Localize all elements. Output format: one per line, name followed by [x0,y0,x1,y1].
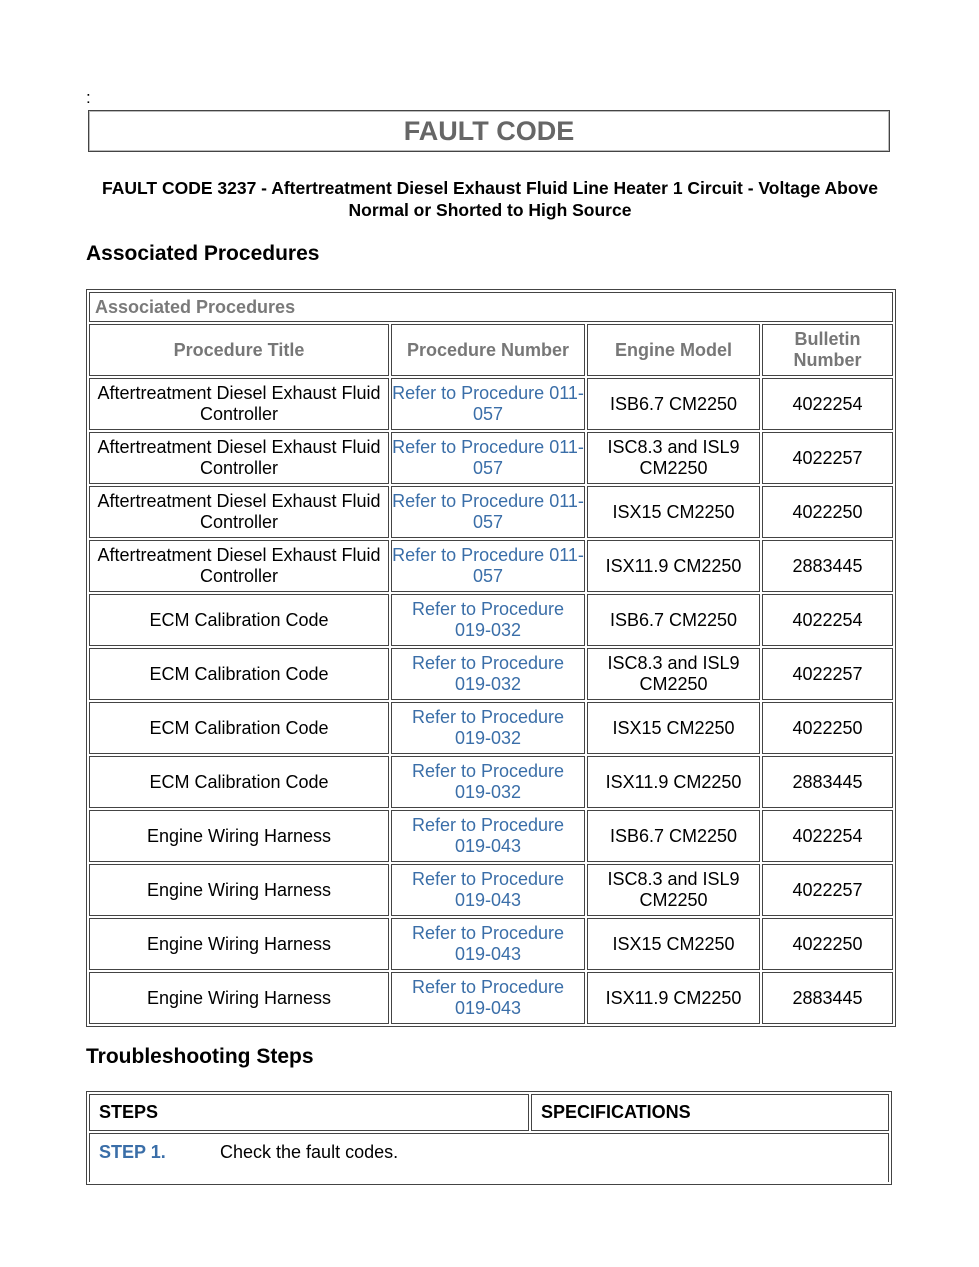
table-row [89,648,893,700]
table-caption: Associated Procedures [89,292,893,322]
bulletin-number-cell: 2883445 [762,972,893,1024]
bulletin-number-cell: 4022254 [762,378,893,430]
engine-model-cell: ISX15 CM2250 [587,918,760,970]
step-1-link[interactable]: STEP 1. [99,1142,166,1162]
procedure-link[interactable]: Refer to Procedure 019-032 [391,594,585,646]
engine-model-cell: ISC8.3 and ISL9 CM2250 [587,864,760,916]
page-title-text: FAULT CODE [403,115,575,146]
table-row [89,810,893,862]
bulletin-number-cell: 4022254 [762,594,893,646]
bulletin-number-cell: 4022257 [762,648,893,700]
page-title [88,110,890,152]
bulletin-number-cell: 4022257 [762,864,893,916]
procedure-title-cell: ECM Calibration Code [89,756,389,808]
procedure-title-cell: Aftertreatment Diesel Exhaust Fluid Controller [89,378,389,430]
procedure-link[interactable]: Refer to Procedure 019-032 [391,702,585,754]
header-procedure-number: Procedure Number [391,324,585,376]
troubleshooting-steps-heading: Troubleshooting Steps [86,1045,314,1068]
header-procedure-title: Procedure Title [89,324,389,376]
header-bulletin-number: Bulletin Number [762,324,893,376]
step-row [89,1133,889,1182]
step-1-text: Check the fault codes. [220,1142,399,1162]
procedure-title-cell: ECM Calibration Code [89,594,389,646]
engine-model-cell: ISB6.7 CM2250 [587,810,760,862]
bulletin-number-cell: 2883445 [762,756,893,808]
procedure-link[interactable]: Refer to Procedure 019-043 [391,810,585,862]
procedure-link[interactable]: Refer to Procedure 011-057 [391,486,585,538]
fault-code-heading: FAULT CODE 3237 - Aftertreatment Diesel Exhaust Fluid Line Heater 1 Circuit - Voltage Above Normal or Shorted to High Source [102,178,878,220]
engine-model-cell: ISX11.9 CM2250 [587,756,760,808]
table-row [89,972,893,1024]
procedure-link[interactable]: Refer to Procedure 011-057 [391,432,585,484]
procedure-link[interactable]: Refer to Procedure 011-057 [391,540,585,592]
procedure-title-cell: Engine Wiring Harness [89,918,389,970]
table-row [89,432,893,484]
procedure-link[interactable]: Refer to Procedure 011-057 [391,378,585,430]
table-row [89,756,893,808]
table-row [89,540,893,592]
procedure-title-cell: Engine Wiring Harness [89,972,389,1024]
procedure-link[interactable]: Refer to Procedure 019-043 [391,972,585,1024]
engine-model-cell: ISX15 CM2250 [587,702,760,754]
bulletin-number-cell: 4022254 [762,810,893,862]
procedure-link[interactable]: Refer to Procedure 019-043 [391,864,585,916]
procedure-title-cell: ECM Calibration Code [89,702,389,754]
bulletin-number-cell: 4022250 [762,702,893,754]
bulletin-number-cell: 4022250 [762,486,893,538]
engine-model-cell: ISB6.7 CM2250 [587,594,760,646]
procedure-title-cell: Engine Wiring Harness [89,810,389,862]
bulletin-number-cell: 4022257 [762,432,893,484]
header-steps: STEPS [89,1094,529,1131]
bulletin-number-cell: 4022250 [762,918,893,970]
procedure-link[interactable]: Refer to Procedure 019-032 [391,756,585,808]
table-row [89,918,893,970]
associated-procedures-heading: Associated Procedures [86,242,320,265]
procedure-title-cell: Aftertreatment Diesel Exhaust Fluid Controller [89,432,389,484]
procedure-title-cell: Aftertreatment Diesel Exhaust Fluid Controller [89,486,389,538]
table-row [89,594,893,646]
engine-model-cell: ISC8.3 and ISL9 CM2250 [587,432,760,484]
engine-model-cell: ISX15 CM2250 [587,486,760,538]
header-engine-model: Engine Model [587,324,760,376]
leading-colon: : [86,88,91,107]
table-row [89,486,893,538]
engine-model-cell: ISX11.9 CM2250 [587,972,760,1024]
procedure-link[interactable]: Refer to Procedure 019-032 [391,648,585,700]
engine-model-cell: ISX11.9 CM2250 [587,540,760,592]
header-specifications: SPECIFICATIONS [531,1094,889,1131]
engine-model-cell: ISB6.7 CM2250 [587,378,760,430]
troubleshooting-steps-table [86,1091,892,1185]
engine-model-cell: ISC8.3 and ISL9 CM2250 [587,648,760,700]
table-row [89,864,893,916]
procedure-title-cell: Aftertreatment Diesel Exhaust Fluid Controller [89,540,389,592]
table-row [89,378,893,430]
procedure-link[interactable]: Refer to Procedure 019-043 [391,918,585,970]
bulletin-number-cell: 2883445 [762,540,893,592]
table-row [89,702,893,754]
associated-procedures-table [86,289,896,1027]
procedures-body [89,378,893,1024]
procedure-title-cell: ECM Calibration Code [89,648,389,700]
procedure-title-cell: Engine Wiring Harness [89,864,389,916]
